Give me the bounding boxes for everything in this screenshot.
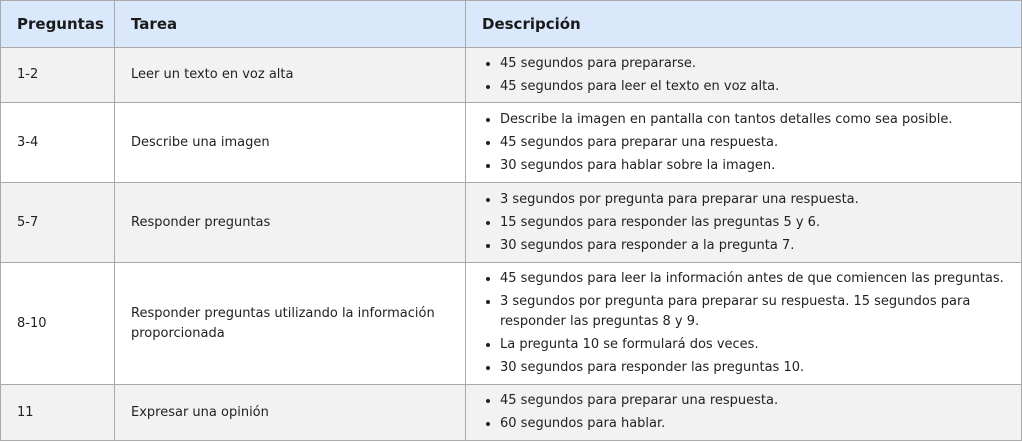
description-item: • 45 segundos para prepararse. (500, 54, 1011, 74)
cell-descripcion (466, 263, 1022, 385)
cell-preguntas: 11 (1, 385, 115, 441)
header-row (1, 1, 1022, 48)
description-item: • 45 segundos para preparar una respuesta. (500, 391, 1011, 411)
table-row (1, 385, 1022, 441)
description-item: • 3 segundos por pregunta para preparar una respuesta. (500, 190, 1011, 210)
cell-tarea: Responder preguntas (115, 183, 466, 263)
header-descripcion: Descripción (466, 1, 1022, 48)
description-list (482, 110, 1011, 176)
header-preguntas: Preguntas (1, 1, 115, 48)
table-body (1, 48, 1022, 441)
description-item: • La pregunta 10 se formulará dos veces. (500, 335, 1011, 355)
table-row (1, 183, 1022, 263)
cell-preguntas: 5-7 (1, 183, 115, 263)
description-item: • 30 segundos para hablar sobre la imagen. (500, 156, 1011, 176)
description-item: • Describe la imagen en pantalla con tantos detalles como sea posible. (500, 110, 1011, 130)
cell-descripcion (466, 183, 1022, 263)
cell-preguntas: 3-4 (1, 103, 115, 183)
table-header (1, 1, 1022, 48)
cell-tarea: Expresar una opinión (115, 385, 466, 441)
cell-tarea: Describe una imagen (115, 103, 466, 183)
description-list (482, 269, 1011, 378)
cell-descripcion (466, 48, 1022, 103)
description-item: • 30 segundos para responder a la pregunta 7. (500, 236, 1011, 256)
table-row (1, 48, 1022, 103)
description-item: • 30 segundos para responder las preguntas 10. (500, 358, 1011, 378)
description-item: • 15 segundos para responder las preguntas 5 y 6. (500, 213, 1011, 233)
description-list (482, 391, 1011, 434)
table-row (1, 103, 1022, 183)
cell-preguntas: 8-10 (1, 263, 115, 385)
cell-preguntas: 1-2 (1, 48, 115, 103)
table-row (1, 263, 1022, 385)
header-tarea: Tarea (115, 1, 466, 48)
description-item: • 60 segundos para hablar. (500, 414, 1011, 434)
cell-descripcion (466, 103, 1022, 183)
description-item: • 45 segundos para leer la información antes de que comiencen las preguntas. (500, 269, 1011, 289)
description-list (482, 190, 1011, 256)
cell-descripcion (466, 385, 1022, 441)
cell-tarea: Leer un texto en voz alta (115, 48, 466, 103)
description-list (482, 54, 1011, 97)
description-item: • 3 segundos por pregunta para preparar su respuesta. 15 segundos para responder las preguntas 8 y 9. (500, 292, 1011, 332)
description-item: • 45 segundos para preparar una respuesta. (500, 133, 1011, 153)
cell-tarea: Responder preguntas utilizando la información proporcionada (115, 263, 466, 385)
description-item: • 45 segundos para leer el texto en voz alta. (500, 77, 1011, 97)
